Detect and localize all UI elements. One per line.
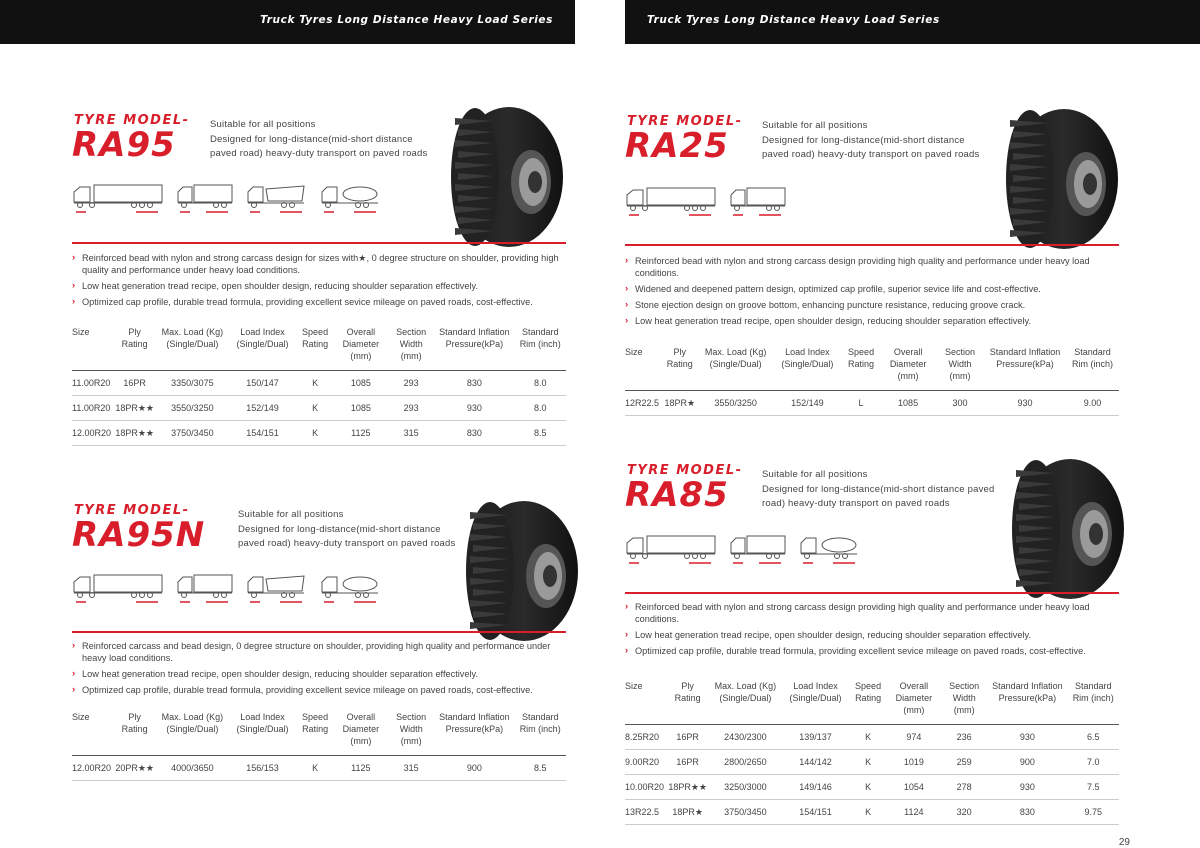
tyre-icon	[1006, 458, 1126, 600]
table-cell: 3750/3450	[709, 800, 781, 825]
table-cell: 18PR★★	[113, 421, 156, 446]
table-row	[72, 756, 566, 781]
tyre-image-ra95n	[460, 500, 580, 647]
column-header: Standard Rim (inch)	[1066, 346, 1119, 391]
dump-truck-icon	[246, 183, 308, 215]
feature-item: › Widened and deepened pattern design, optimized cap profile, superior sevice life and cost-effective.	[625, 283, 1041, 294]
table-cell: 3250/3000	[709, 775, 781, 800]
desc-line: paved road) heavy-duty transport on paved roads	[762, 149, 980, 160]
table-cell: 12.00R20	[72, 756, 113, 781]
column-header: Speed Rating	[296, 326, 333, 371]
column-header: Overall Diameter (mm)	[880, 346, 936, 391]
table-cell: 7.0	[1067, 750, 1119, 775]
column-header: Standard Rim (inch)	[514, 326, 566, 371]
table-cell: K	[849, 725, 886, 750]
spec-table-ra95	[72, 326, 566, 446]
table-cell: 1085	[880, 391, 936, 416]
desc-line: Designed for long-distance(mid-short distance paved	[762, 483, 995, 495]
desc-line: paved road) heavy-duty transport on paved roads	[210, 148, 428, 159]
semi-trailer-truck-icon	[625, 186, 717, 218]
box-truck-icon	[176, 573, 234, 605]
table-cell: 8.0	[514, 396, 566, 421]
description-ra85	[762, 468, 995, 512]
table-cell: 930	[434, 396, 514, 421]
column-header: Ply Rating	[666, 680, 709, 725]
table-cell: 930	[987, 775, 1067, 800]
divider-ra25	[625, 244, 1119, 246]
mixer-truck-icon	[320, 573, 382, 605]
table-cell: K	[296, 421, 333, 446]
model-name-ra25: RA25	[625, 126, 729, 166]
table-cell: 1125	[334, 756, 388, 781]
table-cell: 1085	[334, 396, 388, 421]
table-header-row	[72, 326, 566, 371]
semi-trailer-truck-icon	[625, 534, 717, 566]
table-header-row	[625, 680, 1119, 725]
column-header: Max. Load (Kg) (Single/Dual)	[709, 680, 781, 725]
column-header: Section Width (mm)	[388, 326, 434, 371]
table-header-row	[625, 346, 1119, 391]
feature-item: › Low heat generation tread recipe, open shoulder design, reducing shoulder separation effectively.	[72, 668, 479, 679]
feature-item: › Reinforced bead with nylon and strong carcass design for sizes with★, 0 degree structure on shoulder, providing high quality and performance under heavy load conditions.	[72, 252, 559, 275]
table-cell: 13R22.5	[625, 800, 666, 825]
chevron-right-icon: ›	[625, 645, 629, 656]
mixer-truck-icon	[320, 183, 382, 215]
model-name-ra95n: RA95N	[72, 515, 206, 555]
desc-line: road) heavy-duty transport on paved roads	[762, 498, 950, 509]
table-cell: K	[296, 371, 333, 396]
table-cell: 154/151	[782, 800, 850, 825]
model-label: TYRE MODEL-	[627, 114, 743, 129]
description-ra95	[210, 118, 427, 162]
spec-table-ra85	[625, 680, 1119, 825]
tyre-icon	[460, 500, 580, 642]
tyre-image-ra95	[445, 106, 565, 253]
table-cell: 259	[941, 750, 987, 775]
table-row	[625, 800, 1119, 825]
table-cell: 8.25R20	[625, 725, 666, 750]
vehicle-icons-ra85	[625, 534, 875, 566]
tyre-image-ra85	[1006, 458, 1126, 605]
model-label: TYRE MODEL-	[74, 113, 190, 128]
table-cell: 315	[388, 421, 434, 446]
table-row	[72, 396, 566, 421]
chevron-right-icon: ›	[72, 252, 76, 263]
table-cell: 18PR★	[666, 800, 709, 825]
desc-line: Designed for long-distance(mid-short distance	[762, 134, 965, 146]
column-header: Ply Rating	[113, 711, 156, 756]
table-cell: K	[849, 775, 886, 800]
description-ra25	[762, 119, 979, 163]
description-ra95n	[238, 508, 455, 552]
feature-item: › Reinforced bead with nylon and strong carcass design providing high quality and performance under heavy load conditions.	[625, 255, 1090, 278]
column-header: Load Index (Single/Dual)	[773, 346, 842, 391]
box-truck-icon	[176, 183, 234, 215]
mixer-truck-icon	[799, 534, 861, 566]
vehicle-icons-ra25	[625, 186, 795, 218]
table-row	[625, 725, 1119, 750]
model-name-ra95: RA95	[72, 125, 176, 165]
column-header: Max. Load (Kg) (Single/Dual)	[699, 346, 773, 391]
chevron-right-icon: ›	[625, 315, 629, 326]
table-row	[72, 421, 566, 446]
column-header: Max. Load (Kg) (Single/Dual)	[156, 326, 228, 371]
chevron-right-icon: ›	[625, 299, 629, 310]
table-cell: 4000/3650	[156, 756, 228, 781]
desc-line: Suitable for all positions	[762, 120, 868, 131]
page-number: 29	[1118, 837, 1130, 848]
table-header-row	[72, 711, 566, 756]
table-row	[625, 775, 1119, 800]
table-cell: 8.5	[514, 421, 566, 446]
table-row	[72, 371, 566, 396]
header-title-left: Truck Tyres Long Distance Heavy Load Series	[260, 14, 553, 26]
table-cell: L	[842, 391, 880, 416]
header-bar-right	[625, 0, 1200, 44]
column-header: Size	[72, 326, 113, 371]
features-ra25	[625, 255, 1119, 331]
table-cell: 1085	[334, 371, 388, 396]
table-cell: 3750/3450	[156, 421, 228, 446]
column-header: Overall Diameter (mm)	[334, 711, 388, 756]
column-header: Standard Inflation Pressure(kPa)	[987, 680, 1067, 725]
table-cell: 7.5	[1067, 775, 1119, 800]
column-header: Max. Load (Kg) (Single/Dual)	[156, 711, 228, 756]
table-cell: 974	[887, 725, 941, 750]
table-cell: 11.00R20	[72, 371, 113, 396]
table-cell: 900	[987, 750, 1067, 775]
table-cell: 12.00R20	[72, 421, 113, 446]
semi-trailer-truck-icon	[72, 183, 164, 215]
chevron-right-icon: ›	[72, 640, 76, 651]
table-row	[625, 750, 1119, 775]
column-header: Speed Rating	[849, 680, 886, 725]
box-truck-icon	[729, 534, 787, 566]
feature-item: › Optimized cap profile, durable tread formula, providing excellent sevice mileage on paved roads, cost-effective.	[72, 684, 533, 695]
spec-table-ra95n	[72, 711, 566, 781]
column-header: Standard Rim (inch)	[1067, 680, 1119, 725]
table-cell: 3350/3075	[156, 371, 228, 396]
table-cell: K	[296, 756, 333, 781]
table-cell: K	[296, 396, 333, 421]
feature-item: › Low heat generation tread recipe, open shoulder design, reducing shoulder separation effectively.	[72, 280, 479, 291]
column-header: Load Index (Single/Dual)	[782, 680, 850, 725]
table-cell: 16PR	[666, 725, 709, 750]
column-header: Standard Rim (inch)	[514, 711, 566, 756]
chevron-right-icon: ›	[625, 601, 629, 612]
chevron-right-icon: ›	[72, 280, 76, 291]
table-cell: 293	[388, 396, 434, 421]
table-cell: 9.00R20	[625, 750, 666, 775]
table-cell: 144/142	[782, 750, 850, 775]
table-cell: 152/149	[229, 396, 297, 421]
column-header: Load Index (Single/Dual)	[229, 711, 297, 756]
divider-ra95	[72, 242, 566, 244]
table-cell: 20PR★★	[113, 756, 156, 781]
divider-ra85	[625, 592, 1119, 594]
desc-line: Designed for long-distance(mid-short distance	[238, 523, 441, 535]
table-cell: 930	[987, 725, 1067, 750]
table-cell: 278	[941, 775, 987, 800]
column-header: Section Width (mm)	[936, 346, 984, 391]
table-cell: 830	[987, 800, 1067, 825]
table-cell: 1124	[887, 800, 941, 825]
column-header: Standard Inflation Pressure(kPa)	[434, 326, 514, 371]
divider-ra95n	[72, 631, 566, 633]
semi-trailer-truck-icon	[72, 573, 164, 605]
table-cell: 18PR★★	[666, 775, 709, 800]
feature-item: › Stone ejection design on groove bottom, enhancing puncture resistance, reducing groove crack.	[625, 299, 1026, 310]
desc-line: Designed for long-distance(mid-short distance	[210, 133, 413, 145]
table-cell: 18PR★★	[113, 396, 156, 421]
chevron-right-icon: ›	[625, 629, 629, 640]
desc-line: Suitable for all positions	[210, 119, 316, 130]
table-cell: K	[849, 750, 886, 775]
table-cell: 900	[434, 756, 514, 781]
table-cell: 12R22.5	[625, 391, 661, 416]
feature-item: › Reinforced carcass and bead design, 0 degree structure on shoulder, providing high quality and performance under heavy load conditions.	[72, 640, 551, 663]
feature-item: › Optimized cap profile, durable tread formula, providing excellent sevice mileage on paved roads, cost-effective.	[72, 296, 533, 307]
tyre-icon	[1000, 108, 1120, 250]
table-cell: 320	[941, 800, 987, 825]
features-ra95n	[72, 640, 568, 700]
table-cell: 9.00	[1066, 391, 1119, 416]
table-cell: 2800/2650	[709, 750, 781, 775]
table-cell: 315	[388, 756, 434, 781]
column-header: Section Width (mm)	[388, 711, 434, 756]
spec-table-ra25	[625, 346, 1119, 416]
table-cell: 8.5	[514, 756, 566, 781]
table-cell: 930	[984, 391, 1066, 416]
header-bar-left	[0, 0, 575, 44]
table-cell: 1019	[887, 750, 941, 775]
table-cell: 154/151	[229, 421, 297, 446]
table-cell: 3550/3250	[156, 396, 228, 421]
table-cell: 9.75	[1067, 800, 1119, 825]
table-cell: 293	[388, 371, 434, 396]
table-cell: 152/149	[773, 391, 842, 416]
desc-line: Suitable for all positions	[238, 509, 344, 520]
table-cell: 830	[434, 371, 514, 396]
table-cell: 150/147	[229, 371, 297, 396]
table-cell: 16PR	[113, 371, 156, 396]
column-header: Size	[625, 680, 666, 725]
column-header: Standard Inflation Pressure(kPa)	[984, 346, 1066, 391]
table-cell: 2430/2300	[709, 725, 781, 750]
table-cell: 1054	[887, 775, 941, 800]
table-cell: 139/137	[782, 725, 850, 750]
features-ra85	[625, 601, 1119, 661]
table-cell: 8.0	[514, 371, 566, 396]
chevron-right-icon: ›	[72, 296, 76, 307]
column-header: Overall Diameter (mm)	[887, 680, 941, 725]
column-header: Speed Rating	[296, 711, 333, 756]
header-title-right: Truck Tyres Long Distance Heavy Load Series	[647, 14, 940, 26]
column-header: Speed Rating	[842, 346, 880, 391]
model-label: TYRE MODEL-	[74, 503, 190, 518]
table-cell: 1125	[334, 421, 388, 446]
chevron-right-icon: ›	[625, 255, 629, 266]
table-cell: 10.00R20	[625, 775, 666, 800]
chevron-right-icon: ›	[72, 668, 76, 679]
chevron-right-icon: ›	[625, 283, 629, 294]
feature-item: › Low heat generation tread recipe, open shoulder design, reducing shoulder separation effectively.	[625, 315, 1032, 326]
feature-item: › Low heat generation tread recipe, open shoulder design, reducing shoulder separation effectively.	[625, 629, 1032, 640]
features-ra95	[72, 252, 566, 312]
chevron-right-icon: ›	[72, 684, 76, 695]
table-cell: 3550/3250	[699, 391, 773, 416]
column-header: Ply Rating	[661, 346, 699, 391]
column-header: Standard Inflation Pressure(kPa)	[434, 711, 514, 756]
column-header: Load Index (Single/Dual)	[229, 326, 297, 371]
column-header: Ply Rating	[113, 326, 156, 371]
desc-line: Suitable for all positions	[762, 469, 868, 480]
table-cell: 6.5	[1067, 725, 1119, 750]
model-label: TYRE MODEL-	[627, 463, 743, 478]
model-name-ra85: RA85	[625, 475, 729, 515]
table-cell: 149/146	[782, 775, 850, 800]
dump-truck-icon	[246, 573, 308, 605]
tyre-icon	[445, 106, 565, 248]
table-cell: 16PR	[666, 750, 709, 775]
feature-item: › Optimized cap profile, durable tread formula, providing excellent sevice mileage on paved roads, cost-effective.	[625, 645, 1086, 656]
table-cell: K	[849, 800, 886, 825]
box-truck-icon	[729, 186, 787, 218]
vehicle-icons-ra95	[72, 183, 402, 215]
feature-item: › Reinforced bead with nylon and strong carcass design providing high quality and performance under heavy load conditions.	[625, 601, 1090, 624]
column-header: Size	[72, 711, 113, 756]
table-cell: 300	[936, 391, 984, 416]
tyre-image-ra25	[1000, 108, 1120, 255]
table-cell: 830	[434, 421, 514, 446]
column-header: Size	[625, 346, 661, 391]
column-header: Section Width (mm)	[941, 680, 987, 725]
table-row	[625, 391, 1119, 416]
table-cell: 156/153	[229, 756, 297, 781]
column-header: Overall Diameter (mm)	[334, 326, 388, 371]
table-cell: 18PR★	[661, 391, 699, 416]
table-cell: 11.00R20	[72, 396, 113, 421]
table-cell: 236	[941, 725, 987, 750]
desc-line: paved road) heavy-duty transport on paved roads	[238, 538, 456, 549]
vehicle-icons-ra95n	[72, 573, 402, 605]
